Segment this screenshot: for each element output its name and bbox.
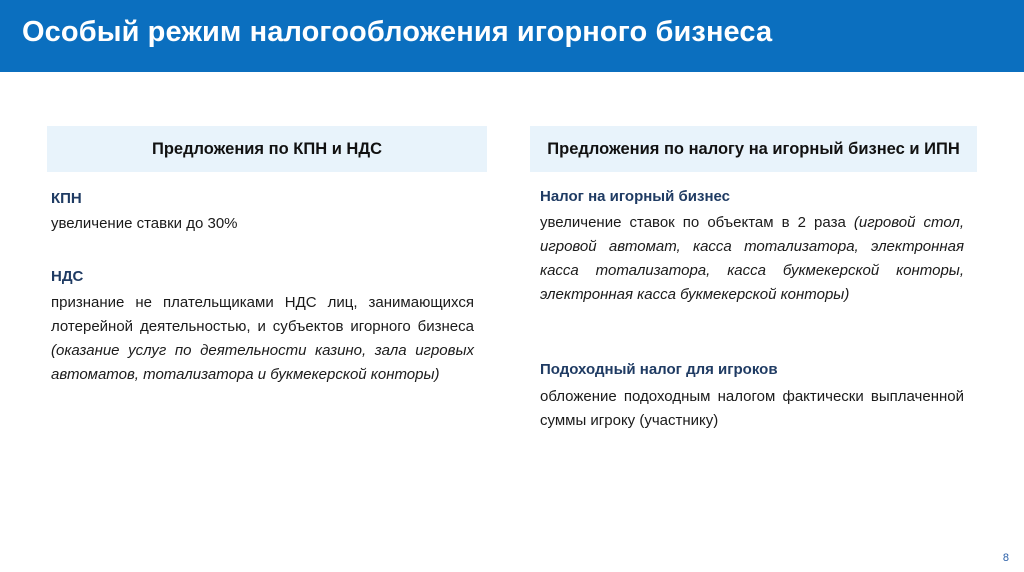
income-tax-text [540,385,964,433]
nds-text-note: (оказание услуг по деятельности казино, зала игровых автоматов, тотализатора и букмекерской конторы) [51,342,474,383]
kpn-text [51,212,474,236]
gambling-tax-text [540,211,964,307]
income-tax-text-body: обложение подоходным налогом фактически выплаченной суммы игроку (участнику) [540,388,964,429]
page-title: Особый режим налогообложения игорного бизнеса [22,16,773,48]
gambling-tax-subheading: Налог на игорный бизнес [540,188,730,205]
left-panel-heading: Предложения по КПН и НДС [47,126,487,172]
gambling-tax-text-note: (игровой стол, игровой автомат, касса тотализатора, электронная касса тотализатора, касса букмекерской конторы, электронная касса букмекерской конторы) [540,214,964,303]
income-tax-subheading: Подоходный налог для игроков [540,361,778,378]
nds-text-body: признание не плательщиками НДС лиц, занимающихся лотерейной деятельностью, и субъектов игорного бизнеса [51,294,474,335]
kpn-text-body: увеличение ставки до 30% [51,215,238,232]
gambling-tax-text-body: увеличение ставок по объектам в 2 раза [540,214,854,231]
nds-subheading: НДС [51,268,84,285]
nds-text [51,291,474,387]
title-bar [0,0,1024,72]
page-number: 8 [1002,552,1009,564]
right-panel-heading: Предложения по налогу на игорный бизнес и ИПН [530,126,977,172]
kpn-subheading: КПН [51,190,82,207]
